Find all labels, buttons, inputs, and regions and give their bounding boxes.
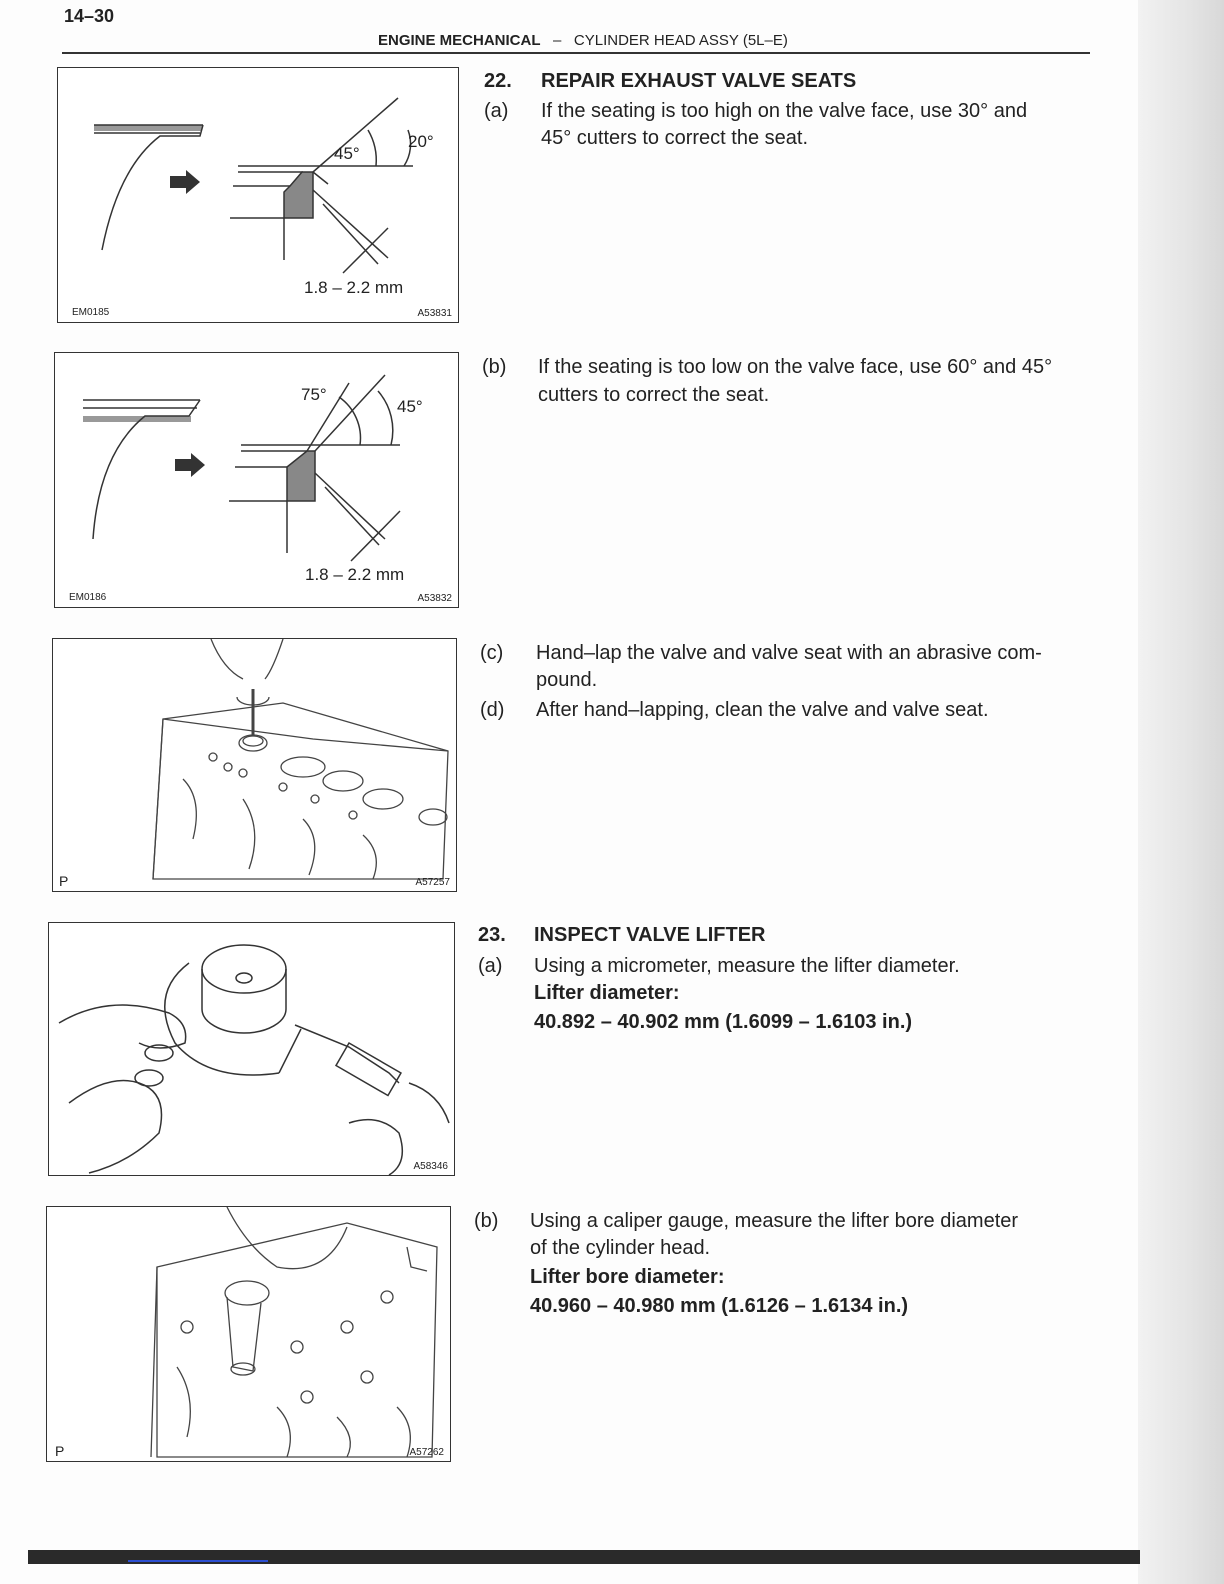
step-23-heading bbox=[478, 921, 1098, 949]
substep-line: pound. bbox=[536, 669, 598, 691]
figure-caliper-gauge bbox=[46, 1206, 451, 1462]
substep-label: (c) bbox=[480, 642, 504, 664]
angle-label-a: 75° bbox=[301, 385, 327, 404]
spec-value: 40.960 – 40.980 mm (1.6126 – 1.6134 in.) bbox=[530, 1295, 909, 1317]
substep-label: (a) bbox=[478, 955, 503, 977]
page-number: 14–30 bbox=[64, 6, 115, 26]
substep-line: Using a micrometer, measure the lifter diameter. bbox=[534, 955, 960, 977]
substep-line: 45° cutters to correct the seat. bbox=[541, 127, 809, 149]
step-22a bbox=[484, 97, 1104, 153]
substep-line: After hand–lapping, clean the valve and valve seat. bbox=[536, 699, 989, 721]
figure-hand-lapping bbox=[52, 638, 457, 892]
step-23b bbox=[474, 1207, 1094, 1323]
figure-code-right: A53831 bbox=[417, 308, 452, 319]
angle-label-a: 45° bbox=[334, 144, 360, 163]
figure-code-right: A57262 bbox=[409, 1447, 444, 1458]
figure-code-right: A58346 bbox=[413, 1161, 448, 1172]
substep-line: of the cylinder head. bbox=[530, 1237, 711, 1259]
spec-label: Lifter diameter: bbox=[534, 982, 680, 1004]
substep-line: Using a caliper gauge, measure the lifter bore diameter bbox=[530, 1210, 1019, 1232]
step-title: REPAIR EXHAUST VALVE SEATS bbox=[541, 70, 857, 92]
micrometer-illustration bbox=[49, 923, 454, 1175]
spec-value: 40.892 – 40.902 mm (1.6099 – 1.6103 in.) bbox=[534, 1011, 913, 1033]
step-22d bbox=[480, 696, 1100, 724]
step-23a bbox=[478, 952, 1098, 1040]
substep-label: (b) bbox=[474, 1210, 499, 1232]
figure-code-right: A57257 bbox=[415, 877, 450, 888]
substep-label: (d) bbox=[480, 699, 505, 721]
header-rule bbox=[62, 52, 1090, 54]
subsection-title: CYLINDER HEAD ASSY (5L–E) bbox=[573, 32, 788, 49]
angle-label-b: 20° bbox=[408, 132, 434, 151]
substep-line: If the seating is too low on the valve face, use 60° and 45° bbox=[538, 356, 1053, 378]
figure-valve-seat-low bbox=[54, 352, 459, 608]
step-number: 22. bbox=[484, 70, 512, 92]
figure-code-left: P bbox=[55, 1443, 65, 1459]
figure-code-right: A53832 bbox=[417, 593, 452, 604]
step-22c bbox=[480, 639, 1100, 695]
seat-width-dimension: 1.8 – 2.2 mm bbox=[305, 565, 405, 584]
figure-valve-seat-high bbox=[57, 67, 459, 323]
hand-lapping-illustration bbox=[53, 639, 456, 891]
angle-label-b: 45° bbox=[397, 397, 423, 416]
caliper-gauge-illustration bbox=[47, 1207, 450, 1461]
substep-line: cutters to correct the seat. bbox=[538, 384, 770, 406]
book-spine-shadow bbox=[1138, 0, 1224, 1584]
step-title: INSPECT VALVE LIFTER bbox=[534, 924, 766, 946]
spec-label: Lifter bore diameter: bbox=[530, 1266, 725, 1288]
step-22b bbox=[482, 353, 1102, 409]
figure-code-left: EM0185 bbox=[72, 307, 110, 318]
header-separator: – bbox=[553, 32, 562, 49]
step-number: 23. bbox=[478, 924, 506, 946]
substep-line: If the seating is too high on the valve face, use 30° and bbox=[541, 100, 1028, 122]
substep-label: (b) bbox=[482, 356, 507, 378]
step-22-heading bbox=[484, 67, 1104, 95]
seat-width-dimension: 1.8 – 2.2 mm bbox=[304, 278, 404, 297]
substep-label: (a) bbox=[484, 100, 509, 122]
figure-code-left: P bbox=[59, 873, 69, 889]
section-title: ENGINE MECHANICAL bbox=[378, 32, 541, 49]
figure-code-left: EM0186 bbox=[69, 592, 107, 603]
figure-micrometer bbox=[48, 922, 455, 1176]
page-header bbox=[378, 32, 788, 49]
bottom-link-line bbox=[128, 1560, 268, 1562]
substep-line: Hand–lap the valve and valve seat with an abrasive com- bbox=[536, 642, 1042, 664]
